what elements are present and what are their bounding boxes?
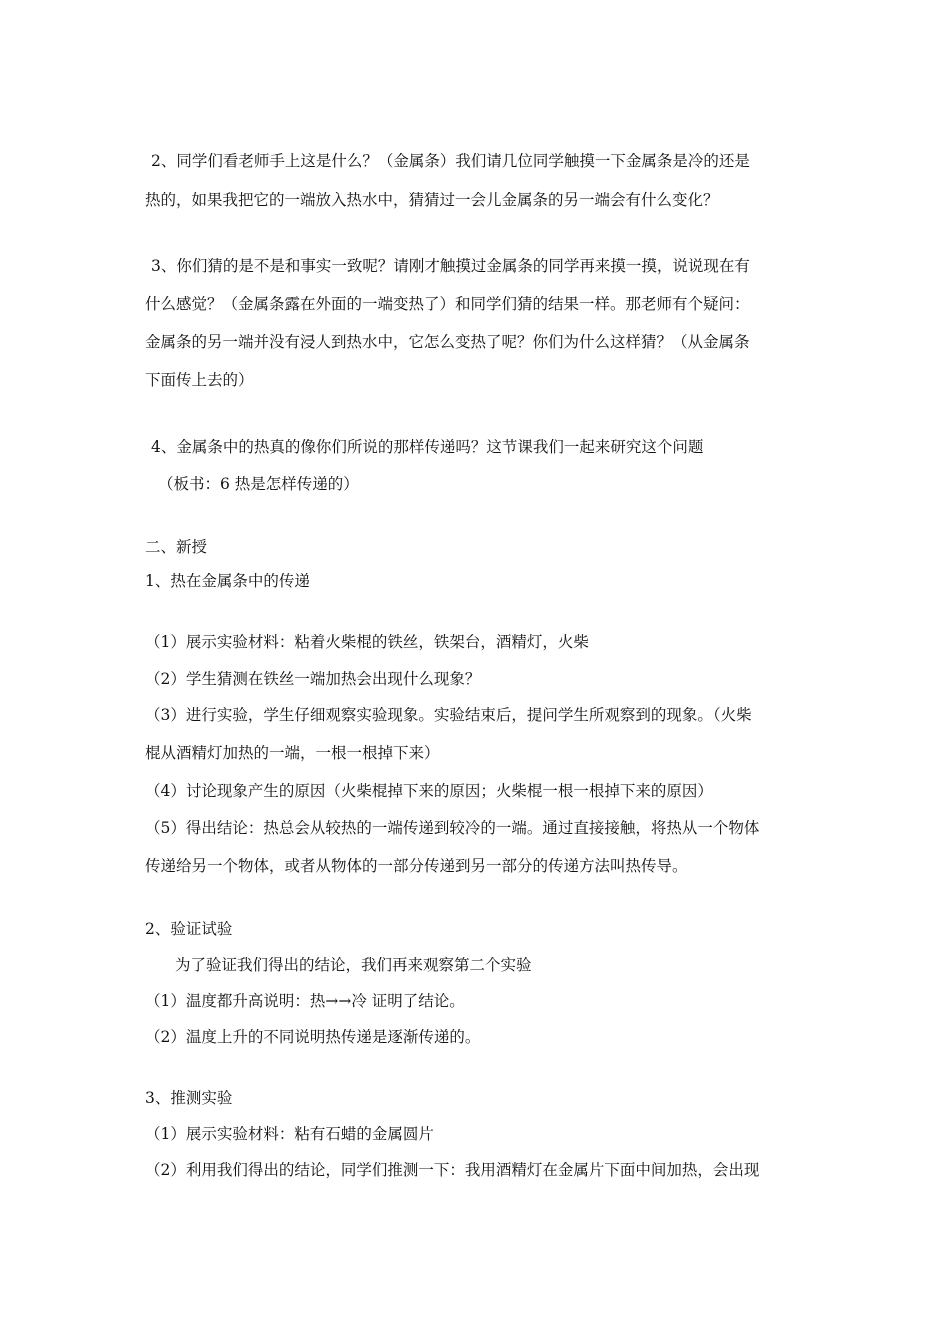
paragraph-3-line-4: 下面传上去的） [145, 371, 254, 389]
section-2-line-3: （2）温度上升的不同说明热传递是逐渐传递的。 [145, 1028, 481, 1046]
paragraph-3-line-2: 什么感觉？（金属条露在外面的一端变热了）和同学们猜的结果一样。那老师有个疑问： [145, 295, 750, 313]
section-1-line-5: （4）讨论现象产生的原因（火柴棍掉下来的原因；火柴棍一根一根掉下来的原因） [145, 782, 713, 800]
section-3-line-2: （2）利用我们得出的结论，同学们推测一下：我用酒精灯在金属片下面中间加热，会出现 [145, 1161, 760, 1179]
new-lesson-heading: 二、新授 [145, 538, 208, 556]
section-3-line-1: （1）展示实验材料：粘有石蜡的金属圆片 [145, 1125, 434, 1143]
section-2-title: 2、验证试验 [145, 920, 233, 938]
paragraph-3-line-3: 金属条的另一端并没有浸人到热水中，它怎么变热了呢？你们为什么这样猜？（从金属条 [145, 333, 750, 351]
section-2-line-1: 为了验证我们得出的结论，我们再来观察第二个实验 [175, 956, 532, 974]
section-1-line-1: （1）展示实验材料：粘着火柴棍的铁丝，铁架台，酒精灯，火柴 [145, 633, 589, 651]
section-3-title: 3、推测实验 [145, 1089, 233, 1107]
section-1-line-6: （5）得出结论：热总会从较热的一端传递到较冷的一端。通过直接接触，将热从一个物体 [145, 819, 760, 837]
section-1-title: 1、热在金属条中的传递 [145, 572, 310, 590]
section-2-line-2: （1）温度都升高说明：热→→冷 证明了结论。 [145, 992, 465, 1010]
paragraph-2-line-1: 2、同学们看老师手上这是什么？（金属条）我们请几位同学触摸一下金属条是冷的还是 [151, 152, 750, 170]
paragraph-4-line-2: （板书：6 热是怎样传递的） [158, 475, 359, 493]
section-1-line-2: （2）学生猜测在铁丝一端加热会出现什么现象？ [145, 670, 481, 688]
paragraph-2-line-2: 热的，如果我把它的一端放入热水中，猜猜过一会儿金属条的另一端会有什么变化？ [145, 191, 719, 209]
section-1-line-3: （3）进行实验，学生仔细观察实验现象。实验结束后，提问学生所观察到的现象。（火柴 [145, 706, 752, 724]
paragraph-4-line-1: 4、金属条中的热真的像你们所说的那样传递吗？这节课我们一起来研究这个问题 [151, 438, 704, 456]
section-1-line-7: 传递给另一个物体，或者从物体的一部分传递到另一部分的传递方法叫热传导。 [145, 857, 688, 875]
paragraph-3-line-1: 3、你们猜的是不是和事实一致呢？请刚才触摸过金属条的同学再来摸一摸，说说现在有 [151, 257, 750, 275]
section-1-line-4: 棍从酒精灯加热的一端，一根一根掉下来） [145, 744, 440, 762]
